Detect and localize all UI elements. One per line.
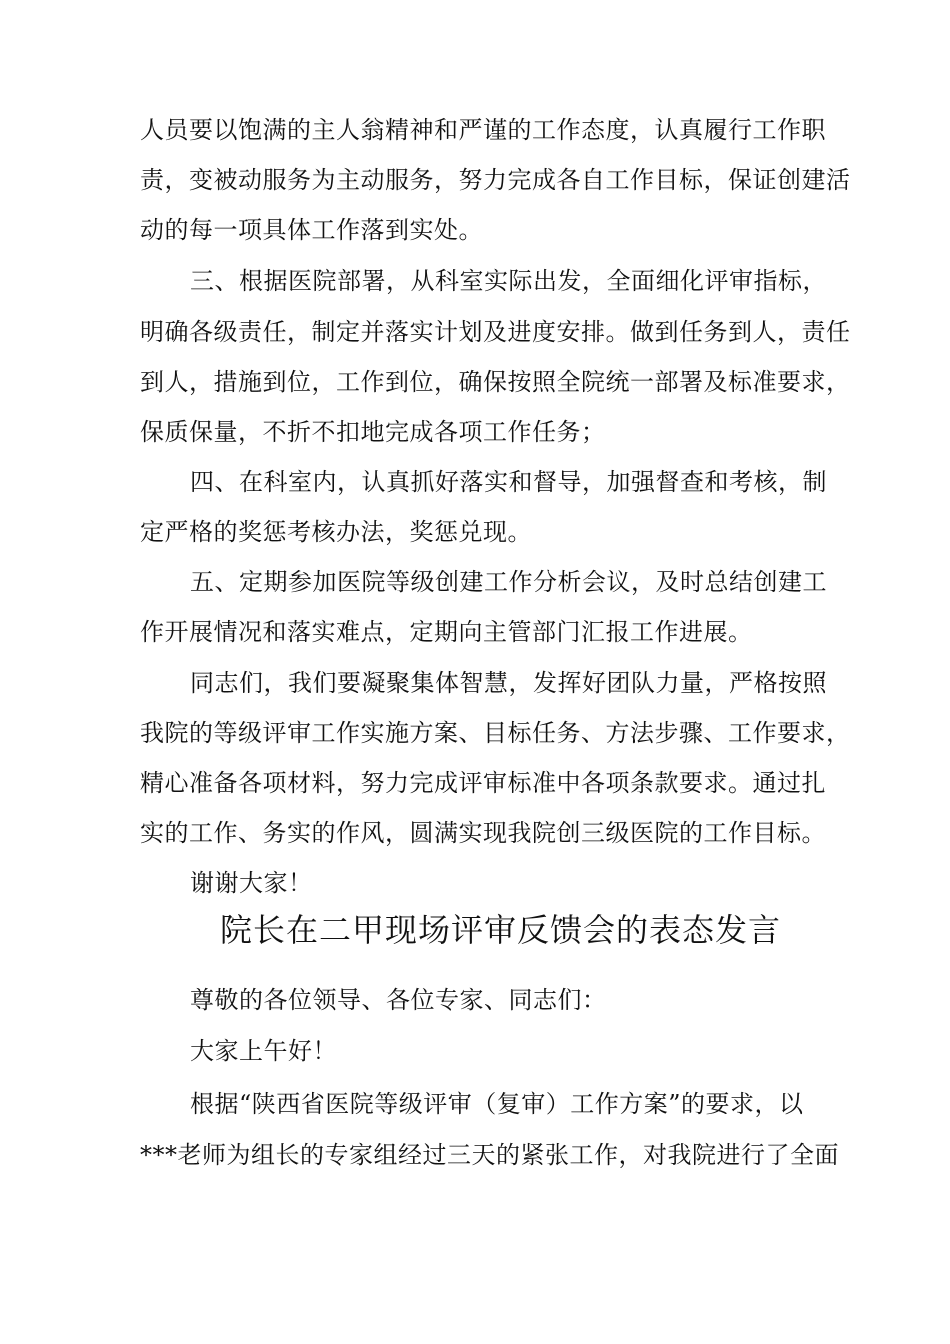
paragraph-line: 责，变被动服务为主动服务，努力完成各自工作目标，保证创建活: [140, 166, 851, 194]
paragraph-line: 五、定期参加医院等级创建工作分析会议，及时总结创建工: [190, 568, 827, 596]
greeting-line: 大家上午好！: [190, 1037, 337, 1065]
paragraph-line: 定严格的奖惩考核办法，奖惩兑现。: [140, 518, 532, 546]
paragraph-line: 实的工作、务实的作风，圆满实现我院创三级医院的工作目标。: [140, 819, 826, 847]
salutation-line: 尊敬的各位领导、各位专家、同志们：: [190, 986, 607, 1014]
paragraph-line: 三、根据医院部署，从科室实际出发，全面细化评审指标，: [190, 267, 827, 295]
paragraph-line: 根据“陕西省医院等级评审（复审）工作方案”的要求，以: [190, 1090, 804, 1118]
paragraph-line: 谢谢大家！: [190, 869, 313, 897]
paragraph-line: 我院的等级评审工作实施方案、目标任务、方法步骤、工作要求，: [140, 719, 851, 747]
paragraph-line: 保质保量，不折不扣地完成各项工作任务；: [140, 418, 606, 446]
paragraph-line: 明确各级责任，制定并落实计划及进度安排。做到任务到人，责任: [140, 318, 851, 346]
paragraph-line: 四、在科室内，认真抓好落实和督导，加强督查和考核，制: [190, 468, 827, 496]
paragraph-line: 同志们，我们要凝聚集体智慧，发挥好团队力量，严格按照: [190, 669, 827, 697]
paragraph-line: 作开展情况和落实难点，定期向主管部门汇报工作进展。: [140, 618, 753, 646]
paragraph-line: 动的每一项具体工作落到实处。: [140, 216, 483, 244]
paragraph-line: 精心准备各项材料，努力完成评审标准中各项条款要求。通过扎: [140, 769, 826, 797]
paragraph-line: 人员要以饱满的主人翁精神和严谨的工作态度，认真履行工作职: [140, 116, 826, 144]
paragraph-line: 到人，措施到位，工作到位，确保按照全院统一部署及标准要求，: [140, 368, 851, 396]
paragraph-line: ***老师为组长的专家组经过三天的紧张工作，对我院进行了全面: [140, 1141, 839, 1169]
document-title: 院长在二甲现场评审反馈会的表态发言: [220, 911, 782, 949]
